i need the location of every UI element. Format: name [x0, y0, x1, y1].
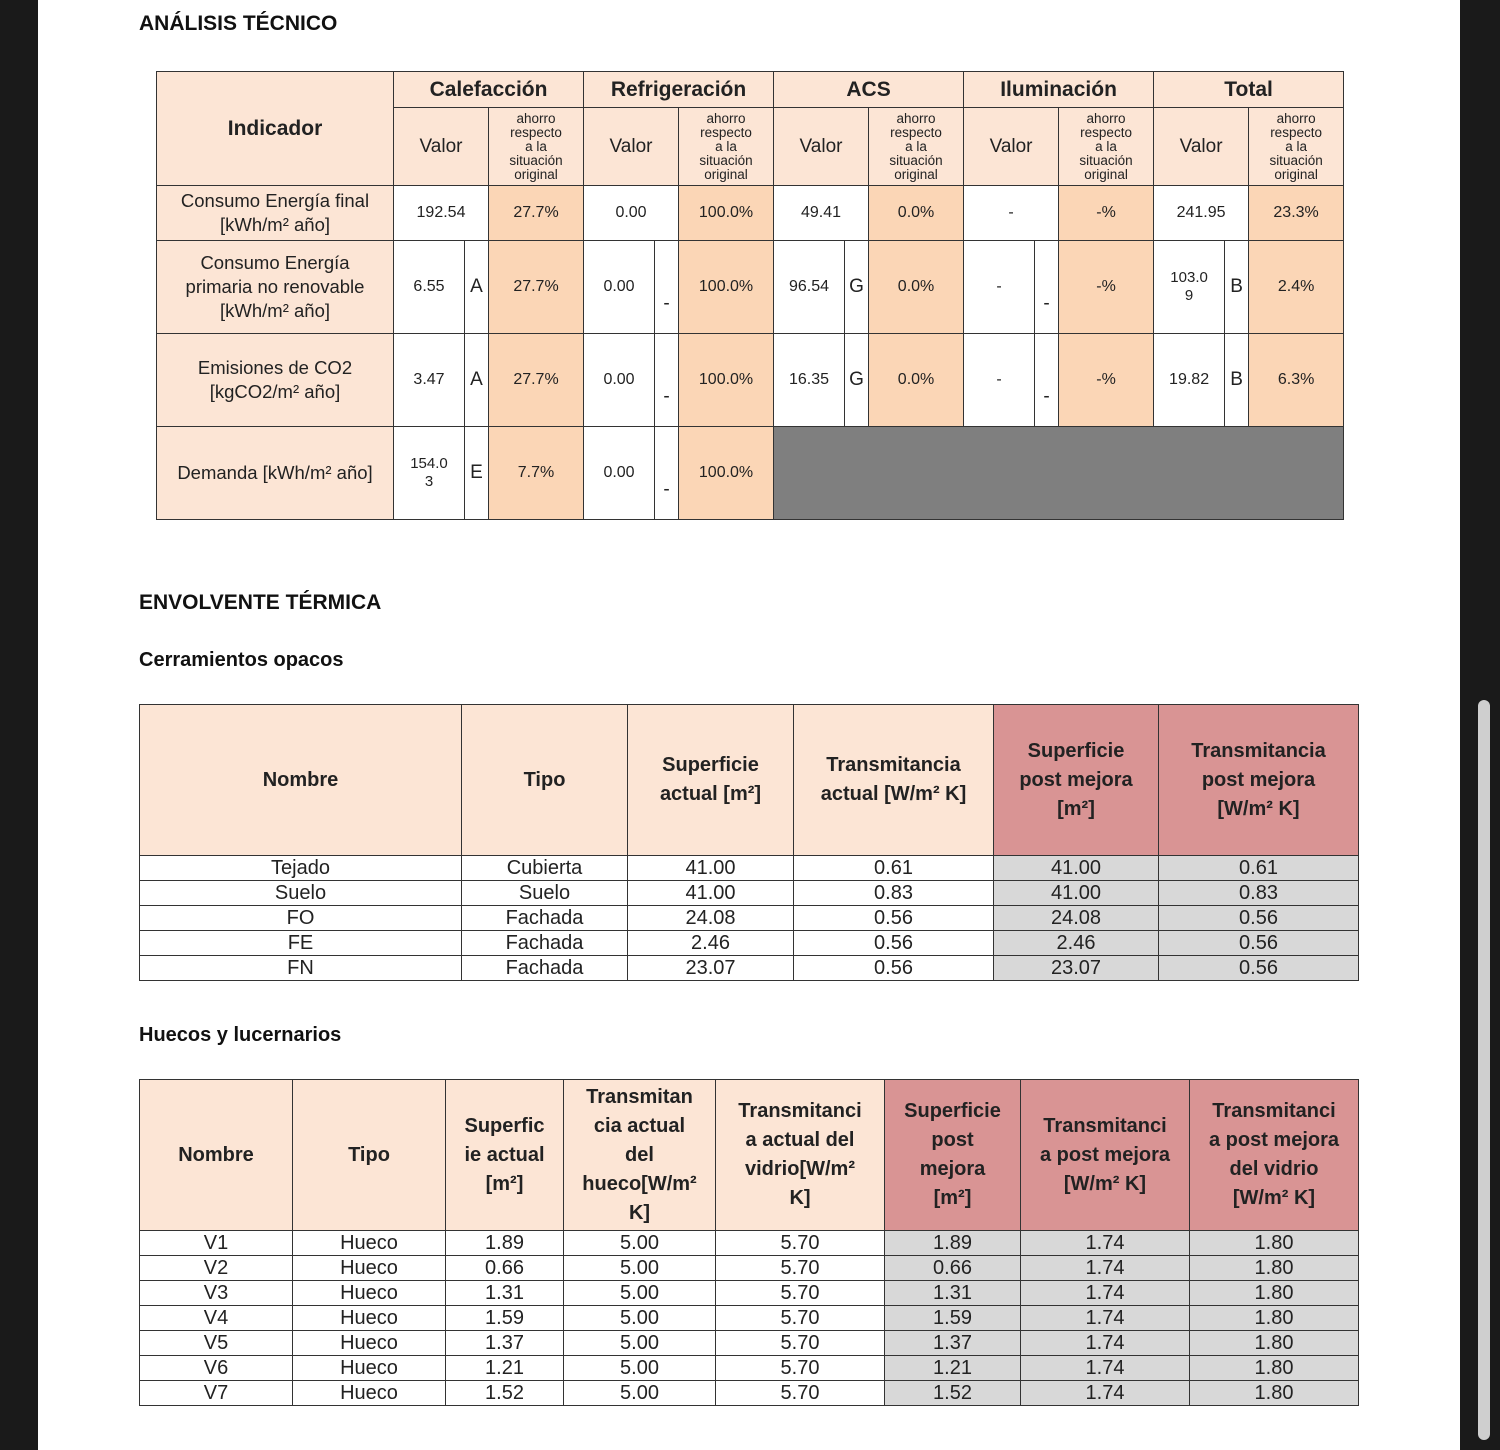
column-header	[462, 705, 628, 856]
table-cell: 1.89	[885, 1231, 1021, 1256]
cell-text: a post mejora	[1208, 1129, 1340, 1151]
cell-text: post	[931, 1129, 974, 1151]
table-cell: 1.80	[1190, 1356, 1359, 1381]
empty-grey-area	[774, 427, 1344, 520]
ahorro-cell: 0.0%	[869, 334, 964, 427]
cell-text: ahorro	[1276, 110, 1316, 126]
grade-text: -	[663, 479, 670, 500]
table-cell: 41.00	[628, 881, 794, 906]
ahorro-header	[1059, 108, 1154, 186]
cell-text: original	[894, 166, 938, 182]
table-cell: 1.89	[446, 1231, 564, 1256]
table-row	[140, 856, 1359, 881]
cell-text: 6.55	[413, 278, 445, 295]
cell-text: [kgCO2/m² año]	[209, 381, 341, 402]
table-cell: Hueco	[293, 1306, 446, 1331]
cell-text: a la	[905, 138, 927, 154]
cell-text: situación	[1269, 152, 1323, 168]
table-cell: Tejado	[140, 856, 462, 881]
table-row	[140, 1281, 1359, 1306]
indicator-cell	[157, 334, 394, 427]
subsection-title-huecos: Huecos y lucernarios	[139, 1024, 342, 1046]
indicator-cell	[157, 241, 394, 334]
indicador-header: Indicador	[157, 72, 394, 186]
cell-text: Transmitancia	[1191, 739, 1326, 762]
table-row	[140, 956, 1359, 981]
table-row	[140, 881, 1359, 906]
grade-text: -	[1043, 386, 1050, 407]
cell-text: 49.41	[801, 204, 842, 221]
table-row	[140, 1381, 1359, 1406]
cell-text: Transmitancia	[826, 754, 961, 776]
table-cell: Fachada	[462, 956, 628, 981]
valor-header: Valor	[774, 108, 869, 186]
cell-text: 96.54	[789, 278, 830, 295]
cell-text: Tipo	[523, 768, 566, 791]
table-cell: 0.56	[794, 956, 994, 981]
cell-text: Tipo	[348, 1143, 390, 1166]
valor-cell	[1154, 186, 1249, 241]
table-cell: V3	[140, 1281, 293, 1306]
cell-text: Transmitanci	[738, 1100, 862, 1122]
cell-text: respecto	[890, 124, 942, 140]
cell-text: original	[1274, 166, 1318, 182]
table-cell: 1.74	[1021, 1231, 1190, 1256]
valor-cell	[774, 186, 869, 241]
table-cell: Fachada	[462, 931, 628, 956]
table-cell: 5.00	[564, 1331, 716, 1356]
opaque-enclosures-table	[139, 704, 1359, 981]
cell-text: situación	[699, 152, 753, 168]
column-header	[628, 705, 794, 856]
table-cell: 0.56	[794, 906, 994, 931]
table-cell: 1.74	[1021, 1281, 1190, 1306]
group-header-4: Total	[1154, 72, 1344, 108]
cell-text: a la	[1285, 138, 1307, 154]
ahorro-cell: 0.0%	[869, 186, 964, 241]
ahorro-cell: 23.3%	[1249, 186, 1344, 241]
cell-text: a la	[1095, 138, 1117, 154]
table-cell: 1.80	[1190, 1256, 1359, 1281]
cell-text: Nombre	[262, 768, 339, 791]
grade-cell: E	[465, 427, 489, 520]
cell-text: [m²]	[933, 1187, 972, 1209]
valor-header: Valor	[394, 108, 489, 186]
valor-cell	[584, 241, 655, 334]
cell-text: -	[1008, 204, 1014, 221]
table-cell: 5.00	[564, 1281, 716, 1306]
table-cell: 1.59	[885, 1306, 1021, 1331]
group-header-1: Refrigeración	[584, 72, 774, 108]
table-cell: 5.70	[716, 1306, 885, 1331]
cell-text: a la	[525, 138, 547, 154]
ahorro-header	[869, 108, 964, 186]
analysis-table	[156, 71, 1344, 520]
valor-cell	[964, 241, 1035, 334]
table-row	[140, 1306, 1359, 1331]
openings-table	[139, 1079, 1359, 1406]
cell-text: -	[996, 371, 1002, 388]
table-row	[140, 1256, 1359, 1281]
table-cell: 1.31	[885, 1281, 1021, 1306]
cell-text: Transmitanci	[1043, 1114, 1167, 1137]
column-header	[794, 705, 994, 856]
cell-text: situación	[1079, 152, 1133, 168]
subsection-title-opacos: Cerramientos opacos	[139, 649, 344, 671]
table-cell: Hueco	[293, 1356, 446, 1381]
cell-text: post mejora	[1201, 768, 1316, 791]
table-cell: FN	[140, 956, 462, 981]
ahorro-header	[489, 108, 584, 186]
group-header-2: ACS	[774, 72, 964, 108]
table-cell: 1.59	[446, 1306, 564, 1331]
table-cell: 0.56	[1159, 906, 1359, 931]
ahorro-cell: 100.0%	[679, 334, 774, 427]
cell-text: vidrio[W/m²	[745, 1158, 855, 1180]
cell-text: primaria no renovable	[185, 276, 365, 297]
column-header	[994, 705, 1159, 856]
cell-text: respecto	[700, 124, 752, 140]
cell-text: 0.00	[615, 204, 647, 221]
column-header	[564, 1080, 716, 1231]
cell-text: ahorro	[706, 110, 746, 126]
table-cell: V7	[140, 1381, 293, 1406]
table-cell: Cubierta	[462, 856, 628, 881]
cell-text: del	[625, 1143, 654, 1166]
table-cell: 5.70	[716, 1356, 885, 1381]
cell-text: 16.35	[789, 371, 830, 388]
table-cell: Fachada	[462, 906, 628, 931]
table-row	[140, 1231, 1359, 1256]
cell-text: post mejora	[1019, 768, 1133, 791]
valor-header: Valor	[964, 108, 1059, 186]
cell-text: Superfic	[464, 1114, 545, 1137]
ahorro-cell: -%	[1059, 334, 1154, 427]
section-title-envolvente: ENVOLVENTE TÉRMICA	[139, 591, 382, 614]
cell-text: Nombre	[178, 1143, 254, 1166]
cell-text: mejora	[919, 1158, 986, 1180]
document-page	[38, 0, 1460, 1450]
cell-text: 9	[1184, 287, 1194, 304]
table-cell: Suelo	[140, 881, 462, 906]
ahorro-cell: 100.0%	[679, 186, 774, 241]
cell-text: [W/m² K]	[1232, 1187, 1316, 1209]
table-cell: Suelo	[462, 881, 628, 906]
cell-text: ahorro	[516, 110, 556, 126]
cell-text: 19.82	[1169, 371, 1210, 388]
grade-text: -	[663, 386, 670, 407]
ahorro-cell: -%	[1059, 241, 1154, 334]
table-cell: 1.80	[1190, 1331, 1359, 1356]
valor-cell	[964, 334, 1035, 427]
cell-text: 3.47	[413, 371, 445, 388]
table-cell: V1	[140, 1231, 293, 1256]
table-cell: 5.00	[564, 1356, 716, 1381]
vertical-scrollbar[interactable]	[1478, 700, 1490, 1440]
valor-cell	[394, 427, 465, 520]
table-cell: 5.70	[716, 1281, 885, 1306]
table-cell: 0.83	[794, 881, 994, 906]
cell-text: 103.0	[1170, 269, 1208, 286]
cell-text: Superficie	[904, 1100, 1001, 1122]
cell-text: Superficie	[1027, 739, 1125, 762]
ahorro-cell: 27.7%	[489, 241, 584, 334]
column-header	[446, 1080, 564, 1231]
table-cell: FO	[140, 906, 462, 931]
table-cell: 1.31	[446, 1281, 564, 1306]
cell-text: ie actual	[464, 1143, 545, 1166]
valor-cell	[964, 186, 1059, 241]
table-row	[140, 1356, 1359, 1381]
cell-text: respecto	[1080, 124, 1132, 140]
column-header	[1159, 705, 1359, 856]
grade-cell: B	[1225, 241, 1249, 334]
table-cell: 0.56	[794, 931, 994, 956]
table-cell: 2.46	[994, 931, 1159, 956]
cell-text: K]	[789, 1187, 811, 1209]
table-cell: 41.00	[628, 856, 794, 881]
valor-cell	[1154, 334, 1225, 427]
cell-text: hueco[W/m²	[582, 1172, 697, 1195]
table-cell: 0.61	[1159, 856, 1359, 881]
table-cell: 41.00	[994, 881, 1159, 906]
table-cell: 24.08	[628, 906, 794, 931]
table-cell: Hueco	[293, 1381, 446, 1406]
table-row	[140, 906, 1359, 931]
table-cell: 23.07	[628, 956, 794, 981]
table-cell: Hueco	[293, 1281, 446, 1306]
cell-text: ahorro	[896, 110, 936, 126]
table-cell: 1.80	[1190, 1306, 1359, 1331]
cell-text: respecto	[510, 124, 562, 140]
table-cell: 1.80	[1190, 1231, 1359, 1256]
cell-text: a la	[715, 138, 737, 154]
table-cell: 1.80	[1190, 1281, 1359, 1306]
cell-text: Transmitan	[586, 1085, 693, 1108]
grade-cell: B	[1225, 334, 1249, 427]
table-cell: 5.00	[564, 1306, 716, 1331]
cell-text: situación	[889, 152, 943, 168]
cell-text: 0.00	[603, 278, 635, 295]
column-header	[885, 1080, 1021, 1231]
cell-text: Transmitanci	[1212, 1100, 1336, 1122]
cell-text: [W/m² K]	[1063, 1172, 1147, 1195]
table-cell: 23.07	[994, 956, 1159, 981]
cell-text: Emisiones de CO2	[197, 357, 353, 378]
cell-text: 0.00	[603, 464, 635, 481]
cell-text: situación	[509, 152, 563, 168]
cell-text: 3	[424, 473, 434, 490]
table-cell: 5.70	[716, 1231, 885, 1256]
table-cell: 5.00	[564, 1231, 716, 1256]
table-cell: Hueco	[293, 1331, 446, 1356]
cell-text: original	[514, 166, 558, 182]
cell-text: ahorro	[1086, 110, 1126, 126]
ahorro-cell: -%	[1059, 186, 1154, 241]
table-cell: 1.74	[1021, 1356, 1190, 1381]
table-cell: V2	[140, 1256, 293, 1281]
table-cell: 1.74	[1021, 1306, 1190, 1331]
valor-cell	[774, 334, 845, 427]
cell-text: 0.00	[603, 371, 635, 388]
grade-text: -	[663, 293, 670, 314]
table-cell: 1.37	[446, 1331, 564, 1356]
grade-cell: G	[845, 334, 869, 427]
valor-cell	[1154, 241, 1225, 334]
cell-text: Superficie	[662, 754, 759, 776]
cell-text: actual [m²]	[659, 783, 762, 805]
ahorro-cell: 27.7%	[489, 186, 584, 241]
table-cell: 41.00	[994, 856, 1159, 881]
table-cell: 5.00	[564, 1256, 716, 1281]
cell-text: Consumo Energía final	[180, 190, 370, 211]
valor-header: Valor	[584, 108, 679, 186]
cell-text: Consumo Energía	[200, 252, 350, 273]
table-cell: 0.66	[446, 1256, 564, 1281]
cell-text: actual [W/m² K]	[820, 783, 967, 805]
valor-cell	[584, 186, 679, 241]
table-cell: 1.52	[446, 1381, 564, 1406]
table-cell: 1.80	[1190, 1381, 1359, 1406]
table-cell: 1.74	[1021, 1331, 1190, 1356]
ahorro-header	[679, 108, 774, 186]
table-cell: 1.74	[1021, 1256, 1190, 1281]
cell-text: -	[996, 278, 1002, 295]
grade-text: -	[1043, 293, 1050, 314]
group-header-3: Iluminación	[964, 72, 1154, 108]
group-header-0: Calefacción	[394, 72, 584, 108]
table-cell: 5.70	[716, 1331, 885, 1356]
indicator-cell	[157, 186, 394, 241]
grade-cell	[1035, 334, 1059, 427]
ahorro-cell: 6.3%	[1249, 334, 1344, 427]
cell-text: [m²]	[485, 1172, 524, 1195]
table-cell: 5.70	[716, 1381, 885, 1406]
table-cell: 5.70	[716, 1256, 885, 1281]
cell-text: del vidrio	[1229, 1158, 1319, 1180]
table-cell: 0.56	[1159, 931, 1359, 956]
table-cell: Hueco	[293, 1231, 446, 1256]
cell-text: a post mejora	[1039, 1143, 1171, 1166]
grade-cell: A	[465, 241, 489, 334]
column-header	[1190, 1080, 1359, 1231]
cell-text: a actual del	[745, 1129, 855, 1151]
cell-text: Demanda [kWh/m² año]	[177, 462, 373, 483]
cell-text: [kWh/m² año]	[220, 214, 330, 235]
valor-cell	[394, 241, 465, 334]
ahorro-cell: 100.0%	[679, 241, 774, 334]
valor-header: Valor	[1154, 108, 1249, 186]
grade-cell: A	[465, 334, 489, 427]
ahorro-header	[1249, 108, 1344, 186]
valor-cell	[584, 334, 655, 427]
column-header	[1021, 1080, 1190, 1231]
ahorro-cell: 7.7%	[489, 427, 584, 520]
ahorro-cell: 27.7%	[489, 334, 584, 427]
cell-text: respecto	[1270, 124, 1322, 140]
table-cell: 1.21	[446, 1356, 564, 1381]
cell-text: 192.54	[416, 204, 466, 221]
table-cell: 0.83	[1159, 881, 1359, 906]
grade-cell: G	[845, 241, 869, 334]
column-header	[293, 1080, 446, 1231]
table-row	[140, 1331, 1359, 1356]
grade-cell	[655, 427, 679, 520]
table-cell: 24.08	[994, 906, 1159, 931]
table-cell: Hueco	[293, 1256, 446, 1281]
ahorro-cell: 2.4%	[1249, 241, 1344, 334]
cell-text: [m²]	[1057, 797, 1095, 820]
ahorro-cell: 100.0%	[679, 427, 774, 520]
grade-cell	[1035, 241, 1059, 334]
table-cell: 1.37	[885, 1331, 1021, 1356]
grade-cell	[655, 241, 679, 334]
indicator-cell	[157, 427, 394, 520]
table-cell: FE	[140, 931, 462, 956]
cell-text: cia actual	[593, 1114, 686, 1137]
valor-cell	[774, 241, 845, 334]
table-cell: V4	[140, 1306, 293, 1331]
table-cell: 1.21	[885, 1356, 1021, 1381]
column-header	[140, 1080, 293, 1231]
cell-text: 154.0	[410, 455, 448, 472]
valor-cell	[584, 427, 655, 520]
table-cell: V6	[140, 1356, 293, 1381]
table-row	[140, 931, 1359, 956]
valor-cell	[394, 186, 489, 241]
cell-text: original	[704, 166, 748, 182]
valor-cell	[394, 334, 465, 427]
section-title-analisis: ANÁLISIS TÉCNICO	[139, 12, 338, 35]
grade-cell	[655, 334, 679, 427]
cell-text: [kWh/m² año]	[220, 300, 330, 321]
table-cell: 0.66	[885, 1256, 1021, 1281]
cell-text: K]	[628, 1201, 651, 1224]
column-header	[140, 705, 462, 856]
table-cell: V5	[140, 1331, 293, 1356]
cell-text: 241.95	[1176, 204, 1226, 221]
table-cell: 0.56	[1159, 956, 1359, 981]
cell-text: [W/m² K]	[1217, 797, 1300, 820]
cell-text: original	[1084, 166, 1128, 182]
column-header	[716, 1080, 885, 1231]
table-cell: 1.52	[885, 1381, 1021, 1406]
ahorro-cell: 0.0%	[869, 241, 964, 334]
table-cell: 1.74	[1021, 1381, 1190, 1406]
table-cell: 5.00	[564, 1381, 716, 1406]
table-cell: 0.61	[794, 856, 994, 881]
table-cell: 2.46	[628, 931, 794, 956]
